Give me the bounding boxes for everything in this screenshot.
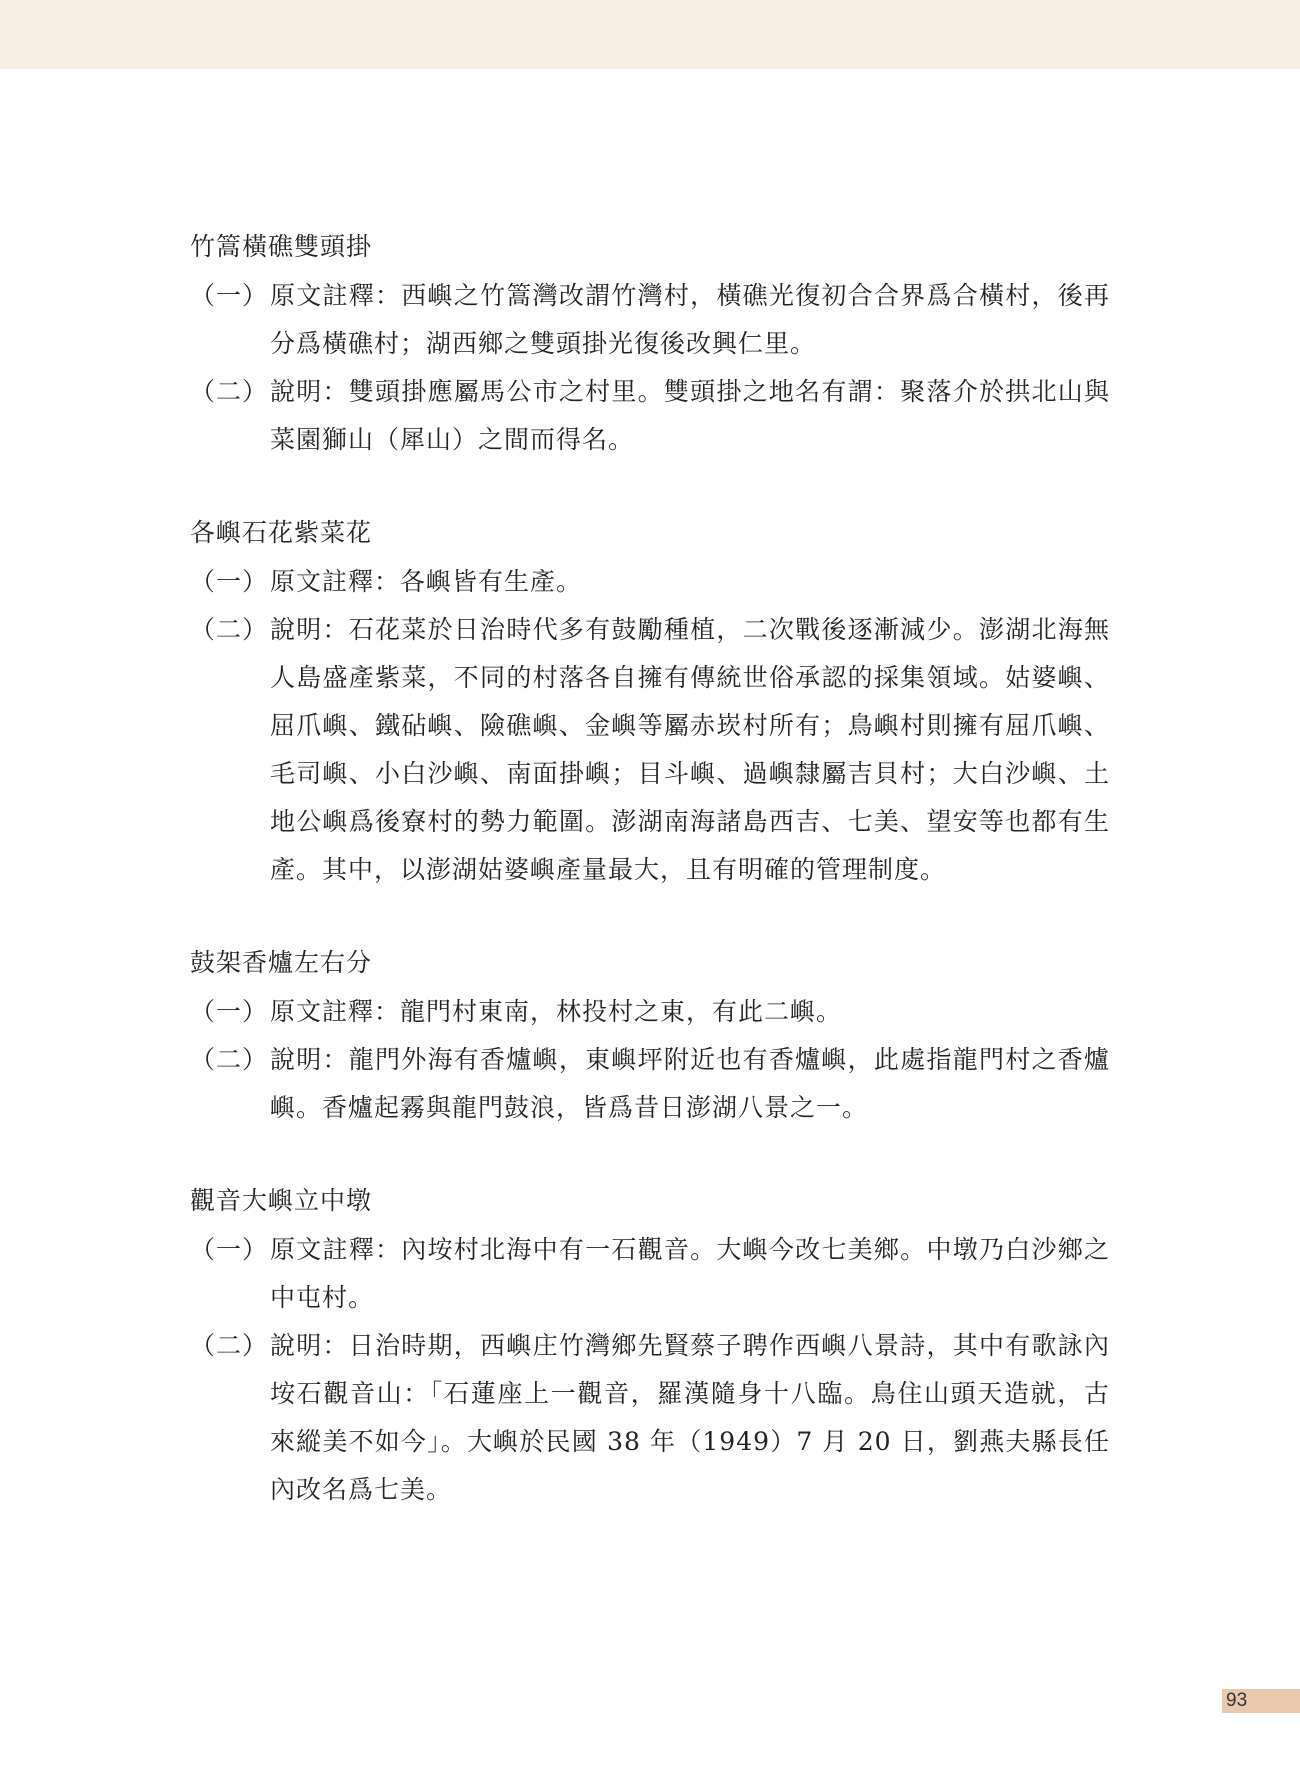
annotation-item (190, 558, 1110, 606)
item-text: 說明：雙頭掛應屬馬公市之村里。雙頭掛之地名有謂：聚落介於拱北山與菜園獅山（犀山）之間而得名。 (270, 377, 1110, 454)
section-title: 觀音大嶼立中墩 (190, 1186, 373, 1215)
annotation-item (190, 606, 1110, 894)
section-shihua (190, 510, 1110, 894)
item-text: 說明：日治時期，西嶼庄竹灣鄉先賢蔡子聘作西嶼八景詩，其中有歌詠內垵石觀音山：「石蓮座上一觀音，羅漢隨身十八臨。鳥住山頭天造就，古來縱美不如今」。大嶼於民國 38 年（1949）7 月 20 日，劉燕夫縣長任內改名爲七美。 (270, 1331, 1110, 1504)
section-title: 各嶼石花紫菜花 (190, 518, 373, 547)
annotation-item (190, 368, 1110, 464)
section-gujia (190, 940, 1110, 1132)
item-text: 說明：龍門外海有香爐嶼，東嶼坪附近也有香爐嶼，此處指龍門村之香爐嶼。香爐起霧與龍門鼓浪，皆爲昔日澎湖八景之一。 (270, 1045, 1110, 1122)
item-label: （二） (190, 377, 269, 406)
item-label: （二） (190, 1331, 269, 1360)
page-number: 93 (1222, 1689, 1300, 1713)
section-guanyin (190, 1178, 1110, 1514)
annotation-item (190, 1226, 1110, 1322)
item-text: 原文註釋：西嶼之竹篙灣改謂竹灣村，橫礁光復初合合界爲合橫村，後再分爲橫礁村；湖西鄉之雙頭掛光復後改興仁里。 (270, 281, 1110, 358)
section-title: 竹篙橫礁雙頭掛 (190, 232, 373, 261)
item-text: 原文註釋：龍門村東南，林投村之東，有此二嶼。 (270, 997, 843, 1026)
page-content (190, 224, 1110, 1560)
annotation-item (190, 1036, 1110, 1132)
item-label: （一） (190, 281, 269, 310)
header-band (0, 0, 1300, 69)
item-text: 說明：石花菜於日治時代多有鼓勵種植，二次戰後逐漸減少。澎湖北海無人島盛產紫菜，不同的村落各自擁有傳統世俗承認的採集領域。姑婆嶼、屈爪嶼、鐵砧嶼、險礁嶼、金嶼等屬赤崁村所有；鳥嶼村則擁有屈爪嶼、毛司嶼、小白沙嶼、南面掛嶼；目斗嶼、過嶼隸屬吉貝村；大白沙嶼、土地公嶼爲後寮村的勢力範圍。澎湖南海諸島西吉、七美、望安等也都有生產。其中，以澎湖姑婆嶼產量最大，且有明確的管理制度。 (270, 615, 1110, 884)
section-zhugao (190, 224, 1110, 464)
item-text: 原文註釋：內垵村北海中有一石觀音。大嶼今改七美鄉。中墩乃白沙鄉之中屯村。 (270, 1235, 1110, 1312)
annotation-item (190, 1322, 1110, 1514)
section-title: 鼓架香爐左右分 (190, 948, 373, 977)
annotation-item (190, 988, 1110, 1036)
item-label: （一） (190, 997, 269, 1026)
item-label: （二） (190, 615, 269, 644)
item-label: （一） (190, 1235, 269, 1264)
annotation-item (190, 272, 1110, 368)
item-label: （一） (190, 567, 269, 596)
item-label: （二） (190, 1045, 269, 1074)
item-text: 原文註釋：各嶼皆有生產。 (270, 567, 583, 596)
